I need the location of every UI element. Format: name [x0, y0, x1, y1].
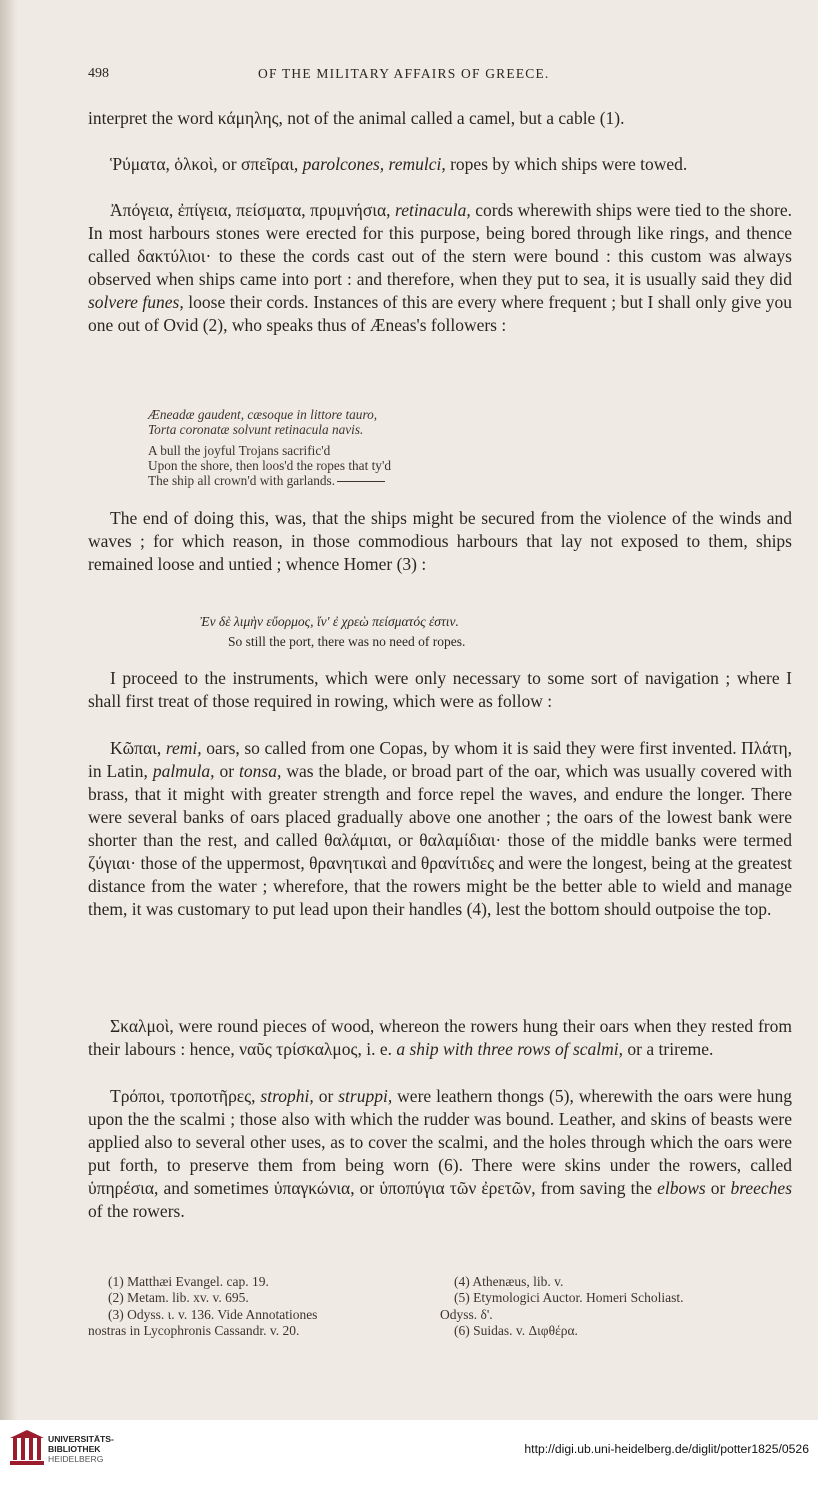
library-name-line: BIBLIOTHEK: [48, 1444, 101, 1454]
page-number: 498: [88, 66, 109, 81]
library-name[interactable]: [48, 1434, 114, 1464]
paragraph-end-of-doing: The end of doing this, was, that the ships might be secured from the violence of the winds and waves ; for which reason, in those commodious harbours that lay not exposed to them, ships remained loose and untied ; whence Homer (3) :: [88, 508, 792, 574]
footnote: (1) Matthæi Evangel. cap. 19.: [108, 1274, 269, 1289]
latin-term: palmula,: [152, 761, 215, 781]
greek-term: Ῥύματα, ὁλκοὶ, or σπεῖραι,: [110, 154, 299, 174]
paragraph-text: cords wherewith ships were tied to the shore. In most harbours stones were erected for this purpose, being bored through like rings, and thence called δακτύλιοι· to these the cords cast out of the stern were bound : this custom was always observed when ships came into port : and therefore, when they put to sea, it is usually said they did: [88, 200, 793, 289]
book-spine-shadow: [0, 0, 18, 1420]
paragraph-text: loose their cords. Instances of this are every where frequent ; but I shall only give you one out of Ovid (2), who speaks thus of Æneas's followers :: [88, 292, 793, 335]
paragraph-text: oars, so called from one Copas, by whom it is said they were first invented. Πλάτη, in Latin,: [88, 738, 793, 781]
paragraph-cable: interpret the word κάμηλης, not of the animal called a camel, but a cable (1).: [88, 108, 625, 128]
library-name-line: UNIVERSITÄTS-: [48, 1434, 114, 1444]
footnote: (6) Suidas. v. Διφθέρα.: [454, 1322, 578, 1338]
greek-term: Κῶπαι,: [110, 738, 162, 758]
verse-line: [148, 474, 608, 489]
verse-dash: [337, 481, 385, 482]
paragraph-text: or a trireme.: [627, 1039, 714, 1059]
italic-gloss: a ship with three rows of scalmi,: [396, 1039, 624, 1059]
verse-line: Torta coronatæ solvunt retinacula navis.: [148, 421, 364, 437]
paragraph-tropoi: [88, 1085, 792, 1223]
latin-term: parolcones, remulci,: [302, 154, 446, 174]
verse-line: Æneadæ gaudent, cæsoque in littore tauro,: [148, 407, 378, 422]
verse-line: Upon the shore, then loos'd the ropes that ty'd: [148, 457, 391, 473]
paragraph-text: or: [318, 1086, 334, 1106]
paragraph-rumata: [88, 153, 792, 176]
page-header: [88, 66, 788, 86]
footnotes-left: [88, 1274, 318, 1339]
homer-english-gloss: So still the port, there was no need of ropes.: [228, 634, 466, 649]
paragraph-text: or: [710, 1178, 726, 1198]
greek-term: Ἀπόγεια, ἐπίγεια, πείσματα, πρυμνήσια,: [110, 200, 391, 220]
italic-word: elbows: [657, 1178, 706, 1198]
verse-english: [148, 444, 608, 488]
latin-term: remi,: [165, 738, 202, 758]
paragraph-text: Σκαλμοὶ, were round pieces of wood, whereon the rowers hung their oars when they rested from their labours : hence, ναῦς τρίσκαλμος, i. e.: [88, 1016, 792, 1059]
footnote: (4) Athenæus, lib. v.: [454, 1274, 564, 1289]
permalink-url[interactable]: http://digi.ub.uni-heidelberg.de/diglit/potter1825/0526: [524, 1442, 809, 1456]
viewer-footer: [0, 1420, 818, 1493]
verse-line: A bull the joyful Trojans sacrific'd: [148, 443, 331, 458]
footnote: nostras in Lycophronis Cassandr. v. 20.: [88, 1322, 300, 1338]
paragraph-text: ropes by which ships were towed.: [450, 154, 688, 174]
latin-term: tonsa,: [239, 761, 282, 781]
footnote: (3) Odyss. ι. v. 136. Vide Annotationes: [108, 1306, 318, 1322]
footnotes-right: [440, 1274, 684, 1339]
paragraph-text: of the rowers.: [88, 1201, 185, 1221]
footnote: Odyss. δ'.: [440, 1306, 493, 1322]
paragraph-text: was the blade, or broad part of the oar, which was usually covered with brass, that it might with greater strength and force repel the waves, and endure the longer. There were several banks of oars placed gradually above one another ; the oars of the lowest bank were shorter than the rest, and called θαλάμιαι, or θαλαμίδιαι· those of the middle banks were termed ζύγιαι· those of the uppermost, θρανητικαὶ and θρανίτιδες and were the longest, being at the greatest distance from the water ; wherefore, that the rowers might be the better able to wield and manage them, it was customary to put lead upon their handles (4), lest the bottom should outpoise the top.: [88, 761, 793, 919]
verse-line-text: The ship all crown'd with garlands.: [148, 472, 336, 488]
latin-term: struppi,: [338, 1086, 393, 1106]
paragraph-text: were leathern thongs (5), wherewith the oars were hung upon the the scalmi ; those also with which the rudder was bound. Leather, and skins of beasts were applied also to several other uses, as to cover the scalmi, and the holes through which the oars were put forth, to preserve them from being worn (6). There were skins under the rowers, called ὑπηρέσια, and sometimes ὑπαγκώνια, or ὑποπύγια τῶν ἐρετῶν, from saving the: [88, 1086, 792, 1198]
heidelberg-library-logo-icon[interactable]: [10, 1430, 44, 1470]
verse-latin: [148, 408, 608, 438]
paragraph-kopai: [88, 737, 792, 921]
running-title: OF THE MILITARY AFFAIRS OF GREECE.: [258, 66, 550, 81]
footnote: (2) Metam. lib. xv. v. 695.: [108, 1290, 249, 1306]
paragraph-text: or: [219, 761, 235, 781]
greek-term: Τρόποι, τροποτῆρες,: [110, 1086, 256, 1106]
paragraph-skalmoi: [88, 1015, 792, 1061]
footnote: (5) Etymologici Auctor. Homeri Scholiast.: [454, 1290, 684, 1306]
library-name-line: HEIDELBERG: [48, 1454, 104, 1464]
latin-term: retinacula,: [395, 200, 471, 220]
latin-term: strophi,: [260, 1086, 314, 1106]
italic-word: breeches: [730, 1178, 793, 1198]
paragraph-apogeia: [88, 199, 792, 337]
paragraph-instruments: I proceed to the instruments, which were only necessary to some sort of navigation ; where I shall first treat of those required in rowing, which were as follow :: [88, 668, 792, 711]
latin-phrase: solvere funes,: [88, 292, 184, 312]
homer-greek-line: Ἐν δὲ λιμὴν εὔορμος, ἵν' ἐ χρεὼ πείσματός ἐστιν.: [200, 614, 459, 629]
